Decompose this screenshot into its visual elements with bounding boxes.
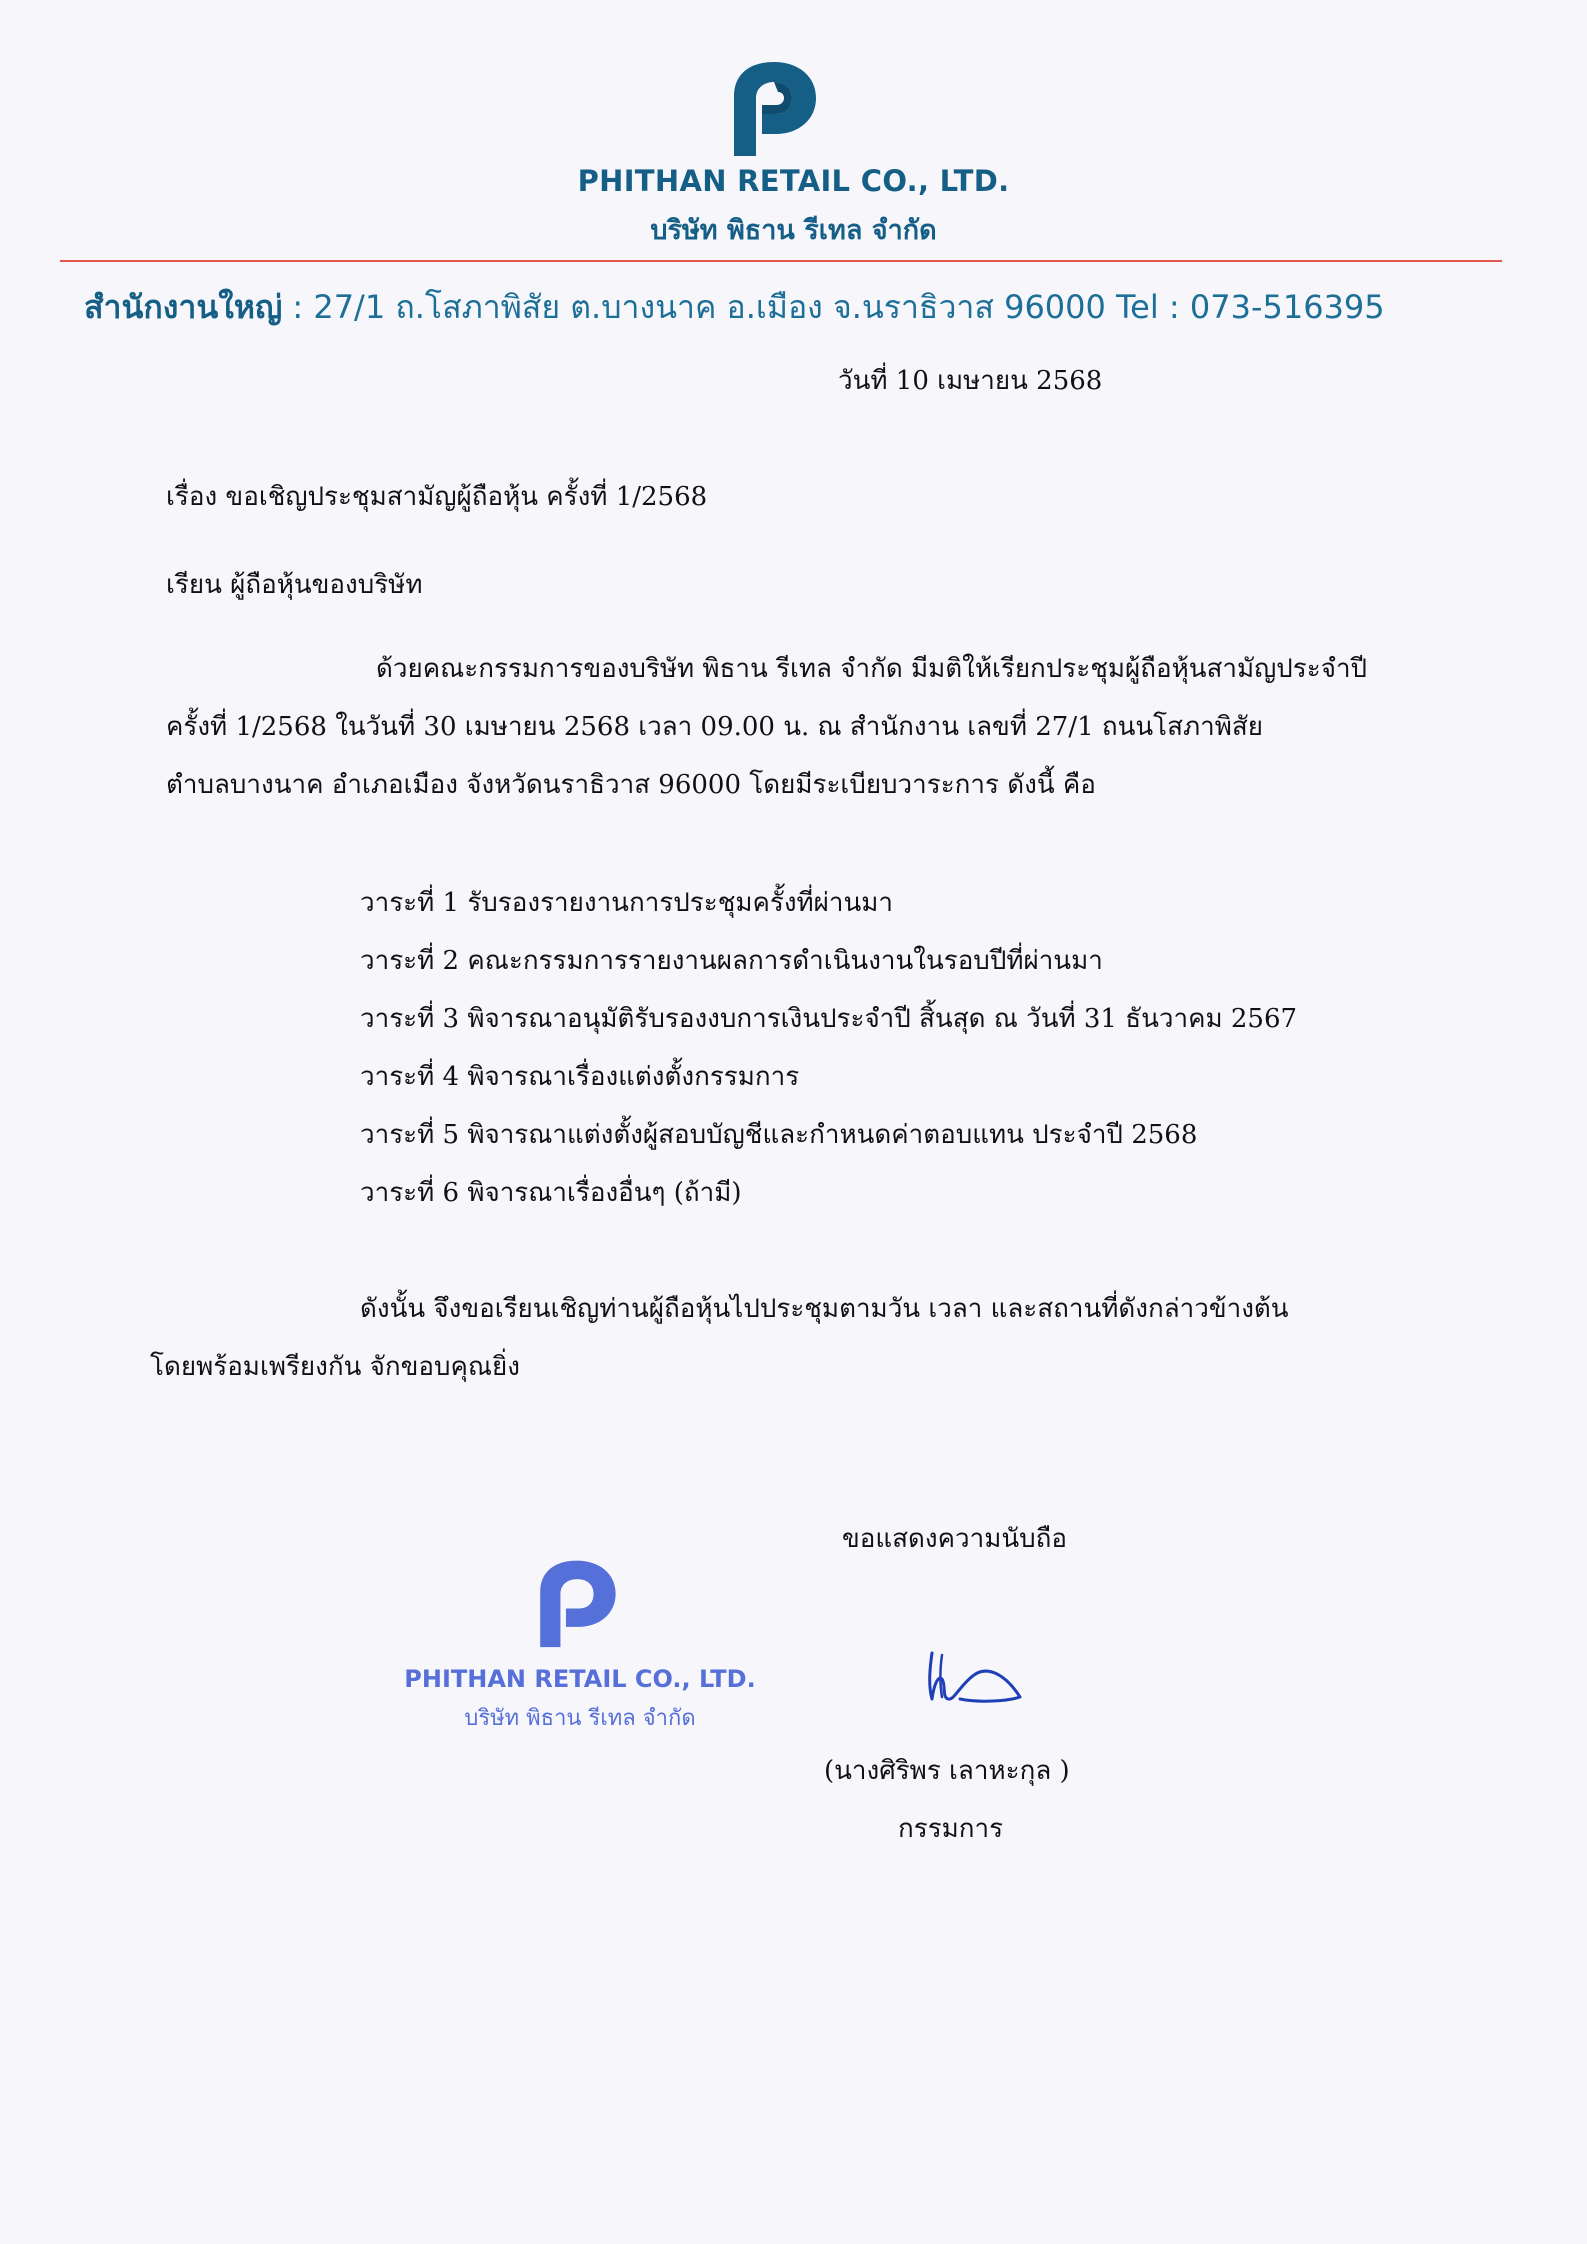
closing-line-2: โดยพร้อมเพรียงกัน จักขอบคุณยิ่ง: [150, 1352, 520, 1382]
signer-name: (นางศิริพร เลาหะกุล ): [824, 1756, 1070, 1786]
closing-line-1: ดังนั้น จึงขอเรียนเชิญท่านผู้ถือหุ้นไปประชุมตามวัน เวลา และสถานที่ดังกล่าวข้างต้น: [360, 1294, 1289, 1324]
address-text: : 27/1 ถ.โสภาพิสัย ต.บางนาค อ.เมือง จ.นราธิวาส 96000 Tel : 073-516395: [282, 288, 1385, 326]
agenda-item-2: วาระที่ 2 คณะกรรมการรายงานผลการดำเนินงานในรอบปีที่ผ่านมา: [360, 946, 1103, 976]
stamp-company-name-th: บริษัท พิธาน รีเทล จำกัด: [464, 1706, 696, 1731]
company-name-th: บริษัท พิธาน รีเทล จำกัด: [650, 215, 937, 246]
company-logo-icon: [728, 58, 820, 158]
company-stamp-logo-icon: [534, 1557, 620, 1649]
signature-icon: [920, 1645, 1040, 1715]
body-line-2: ครั้งที่ 1/2568 ในวันที่ 30 เมษายน 2568 เวลา 09.00 น. ณ สำนักงาน เลขที่ 27/1 ถนนโสภาพิสัย: [166, 712, 1263, 742]
letter-date: วันที่ 10 เมษายน 2568: [838, 366, 1103, 396]
regards-text: ขอแสดงความนับถือ: [842, 1524, 1067, 1554]
agenda-item-1: วาระที่ 1 รับรองรายงานการประชุมครั้งที่ผ่านมา: [360, 888, 894, 918]
head-office-label: สำนักงานใหญ่: [84, 288, 283, 326]
letter-recipient: เรียน ผู้ถือหุ้นของบริษัท: [166, 570, 423, 600]
header-divider: [60, 260, 1502, 262]
company-name-en: PHITHAN RETAIL CO., LTD.: [577, 164, 1010, 198]
agenda-item-4: วาระที่ 4 พิจารณาเรื่องแต่งตั้งกรรมการ: [360, 1062, 800, 1092]
signer-title: กรรมการ: [898, 1814, 1004, 1844]
agenda-item-6: วาระที่ 6 พิจารณาเรื่องอื่นๆ (ถ้ามี): [360, 1178, 742, 1208]
agenda-item-5: วาระที่ 5 พิจารณาแต่งตั้งผู้สอบบัญชีและกำหนดค่าตอบแทน ประจำปี 2568: [360, 1120, 1198, 1150]
head-office-address: [84, 282, 1524, 333]
stamp-company-name-en: PHITHAN RETAIL CO., LTD.: [404, 1665, 756, 1693]
body-line-3: ตำบลบางนาค อำเภอเมือง จังหวัดนราธิวาส 96000 โดยมีระเบียบวาระการ ดังนี้ คือ: [166, 770, 1096, 800]
letter-subject: เรื่อง ขอเชิญประชุมสามัญผู้ถือหุ้น ครั้งที่ 1/2568: [166, 482, 708, 512]
agenda-item-3: วาระที่ 3 พิจารณาอนุมัติรับรองงบการเงินประจำปี สิ้นสุด ณ วันที่ 31 ธันวาคม 2567: [360, 1004, 1298, 1034]
body-line-1: ด้วยคณะกรรมการของบริษัท พิธาน รีเทล จำกัด มีมติให้เรียกประชุมผู้ถือหุ้นสามัญประจำปี: [376, 654, 1368, 684]
